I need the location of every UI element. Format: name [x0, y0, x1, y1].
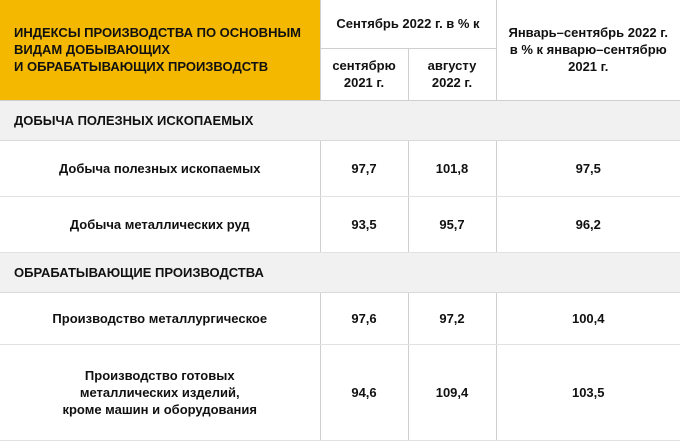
row-label [0, 344, 320, 440]
cell-value-jan-sep: 103,5 [496, 344, 680, 440]
column-header-aug-2022 [408, 48, 496, 100]
cell-value-sep: 97,6 [320, 292, 408, 344]
row-label [0, 140, 320, 196]
row-label-line: металлических изделий, [79, 384, 240, 400]
row-label-line: кроме машин и оборудования [62, 401, 257, 417]
cell-value-jan-sep: 97,5 [496, 140, 680, 196]
column-header-sep-2021 [320, 48, 408, 100]
table-title-line: ВИДАМ ДОБЫВАЮЩИХ [14, 42, 171, 58]
row-label-line: Производство готовых [84, 367, 235, 383]
column-header-line: Январь–сентябрь 2022 г. [508, 25, 668, 41]
row-label [0, 292, 320, 344]
column-header-line: августу [427, 58, 477, 73]
column-header-line: в % к январю–сентябрю [509, 42, 667, 58]
column-header-line: 2022 г. [431, 75, 473, 90]
column-header-line: 2021 г. [343, 75, 385, 90]
header-row-1 [0, 0, 680, 48]
cell-value-sep: 97,7 [320, 140, 408, 196]
row-label-line: Добыча полезных ископаемых [58, 160, 261, 176]
cell-value-aug: 97,2 [408, 292, 496, 344]
column-group-header: Сентябрь 2022 г. в % к [320, 0, 496, 48]
cell-value-jan-sep: 100,4 [496, 292, 680, 344]
table-title-line: И ОБРАБАТЫВАЮЩИХ ПРОИЗВОДСТВ [14, 59, 269, 75]
section-title: ОБРАБАТЫВАЮЩИЕ ПРОИЗВОДСТВА [0, 252, 680, 292]
row-label-line: Производство металлургическое [52, 310, 268, 326]
row-label-line: Добыча металлических руд [69, 216, 250, 232]
table-title [0, 0, 320, 100]
table-row [0, 140, 680, 196]
column-header-line: сентябрю [332, 58, 396, 73]
section-header-row [0, 100, 680, 140]
table-row [0, 196, 680, 252]
column-header-line: 2021 г. [568, 59, 609, 75]
cell-value-jan-sep: 96,2 [496, 196, 680, 252]
cell-value-sep: 94,6 [320, 344, 408, 440]
cell-value-aug: 109,4 [408, 344, 496, 440]
section-title: ДОБЫЧА ПОЛЕЗНЫХ ИСКОПАЕМЫХ [0, 100, 680, 140]
cell-value-aug: 95,7 [408, 196, 496, 252]
table-title-line: ИНДЕКСЫ ПРОИЗВОДСТВА ПО ОСНОВНЫМ [14, 25, 302, 41]
section-header-row [0, 252, 680, 292]
cell-value-aug: 101,8 [408, 140, 496, 196]
table-row [0, 344, 680, 440]
row-label [0, 196, 320, 252]
cell-value-sep: 93,5 [320, 196, 408, 252]
column-header-jan-sep [496, 0, 680, 100]
table-row [0, 292, 680, 344]
